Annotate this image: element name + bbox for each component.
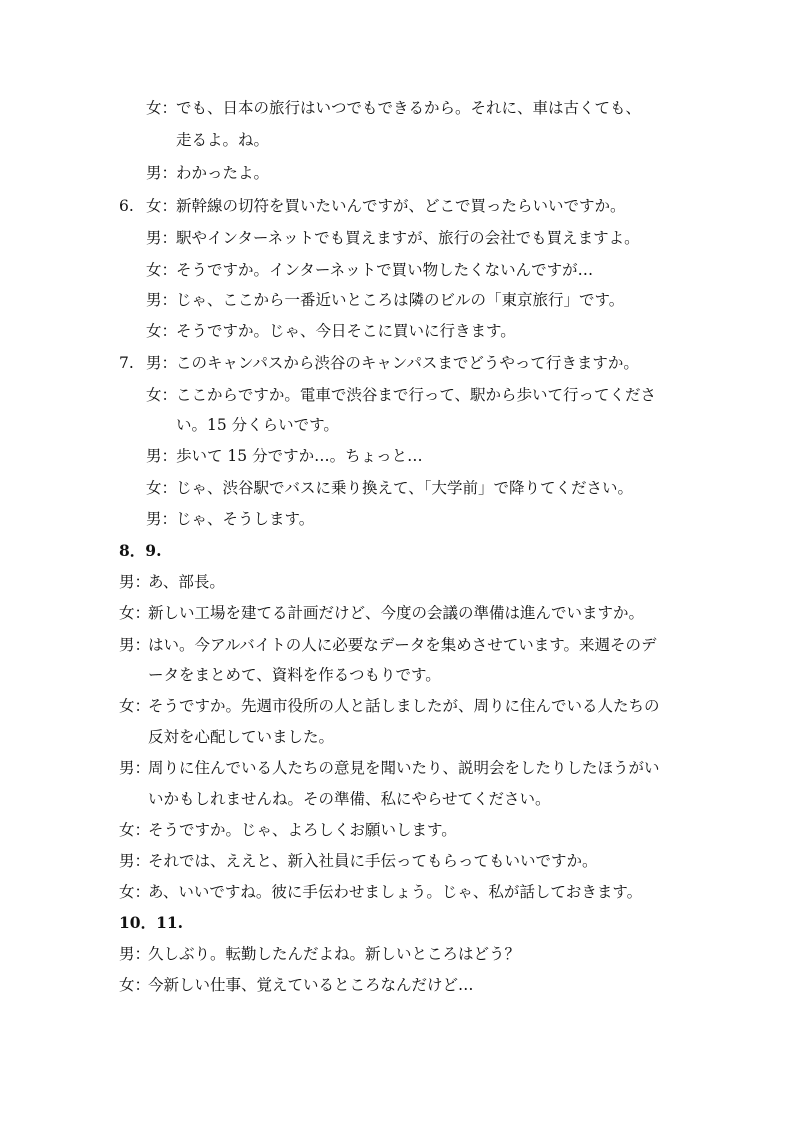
dialogue-text: そうですか。インターネットで買い物したくないんですが… — [176, 261, 594, 279]
dialogue-text: ここからですか。電車で渋谷まで行って、駅から歩いて行ってくださ — [176, 386, 657, 404]
dialogue-text: い。15 分くらいです。 — [176, 416, 339, 434]
speaker-label: 女： — [119, 697, 151, 715]
dialogue-text: はい。今アルバイトの人に必要なデータを集めさせています。来週そのデ — [148, 636, 657, 654]
item-number: 6. — [119, 197, 134, 215]
dialogue-text: あ、部長。 — [148, 573, 225, 591]
speaker-label: 女： — [119, 604, 151, 622]
speaker-label: 男： — [119, 852, 151, 870]
section-heading: 8．9. — [119, 541, 162, 560]
item-number: 7. — [119, 354, 134, 372]
dialogue-text: 久しぶり。転勤したんだよね。新しいところはどう？ — [148, 945, 521, 963]
speaker-label: 男： — [119, 759, 151, 777]
dialogue-text: じゃ、渋谷駅でバスに乗り換えて、「大学前」で降りてください。 — [176, 479, 633, 497]
speaker-label: 男： — [119, 945, 151, 963]
speaker-label: 女： — [119, 821, 151, 839]
speaker-label: 男： — [146, 291, 178, 309]
speaker-label: 女： — [146, 386, 178, 404]
speaker-label: 男： — [146, 164, 178, 182]
dialogue-text: 新しい工場を建てる計画だけど、今度の会議の準備は進んでいますか。 — [148, 604, 645, 622]
speaker-label: 女： — [146, 99, 178, 117]
dialogue-text: 走るよ。ね。 — [176, 131, 270, 149]
dialogue-text: あ、いいですね。彼に手伝わせましょう。じゃ、私が話しておきます。 — [148, 883, 643, 901]
dialogue-text: 新幹線の切符を買いたいんですが、どこで買ったらいいですか。 — [176, 197, 626, 215]
speaker-label: 女： — [119, 976, 151, 994]
dialogue-text: じゃ、そうします。 — [176, 510, 315, 528]
speaker-label: 女： — [146, 197, 178, 215]
dialogue-text: そうですか。先週市役所の人と話しましたが、周りに住んでいる人たちの — [148, 697, 660, 715]
speaker-label: 女： — [146, 261, 178, 279]
speaker-label: 男： — [119, 636, 151, 654]
dialogue-text: 反対を心配していました。 — [148, 728, 335, 746]
dialogue-text: 歩いて 15 分ですか…。ちょっと… — [176, 447, 423, 465]
dialogue-text: 周りに住んでいる人たちの意見を聞いたり、説明会をしたりしたほうがい — [148, 759, 660, 777]
speaker-label: 女： — [146, 479, 178, 497]
dialogue-text: でも、日本の旅行はいつでもできるから。それに、車は古くても、 — [176, 99, 642, 117]
dialogue-text: じゃ、ここから一番近いところは隣のビルの「東京旅行」です。 — [176, 291, 625, 309]
speaker-label: 男： — [146, 447, 178, 465]
dialogue-text: 駅やインターネットでも買えますが、旅行の会社でも買えますよ。 — [176, 229, 640, 247]
speaker-label: 男： — [146, 229, 178, 247]
dialogue-text: それでは、ええと、新入社員に手伝ってもらってもいいですか。 — [148, 852, 598, 870]
dialogue-text: わかったよ。 — [176, 164, 270, 182]
section-heading: 10．11. — [119, 913, 184, 932]
dialogue-text: ータをまとめて、資料を作るつもりです。 — [148, 666, 441, 684]
dialogue-text: いかもしれませんね。その準備、私にやらせてください。 — [148, 790, 551, 808]
dialogue-text: 今新しい仕事、覚えているところなんだけど… — [148, 976, 474, 994]
speaker-label: 女： — [119, 883, 151, 901]
speaker-label: 男： — [119, 573, 151, 591]
speaker-label: 男： — [146, 510, 178, 528]
speaker-label: 男： — [146, 354, 178, 372]
dialogue-text: このキャンパスから渋谷のキャンパスまでどうやって行きますか。 — [176, 354, 639, 372]
speaker-label: 女： — [146, 322, 178, 340]
dialogue-text: そうですか。じゃ、よろしくお願いします。 — [148, 821, 457, 839]
dialogue-text: そうですか。じゃ、今日そこに買いに行きます。 — [176, 322, 516, 340]
